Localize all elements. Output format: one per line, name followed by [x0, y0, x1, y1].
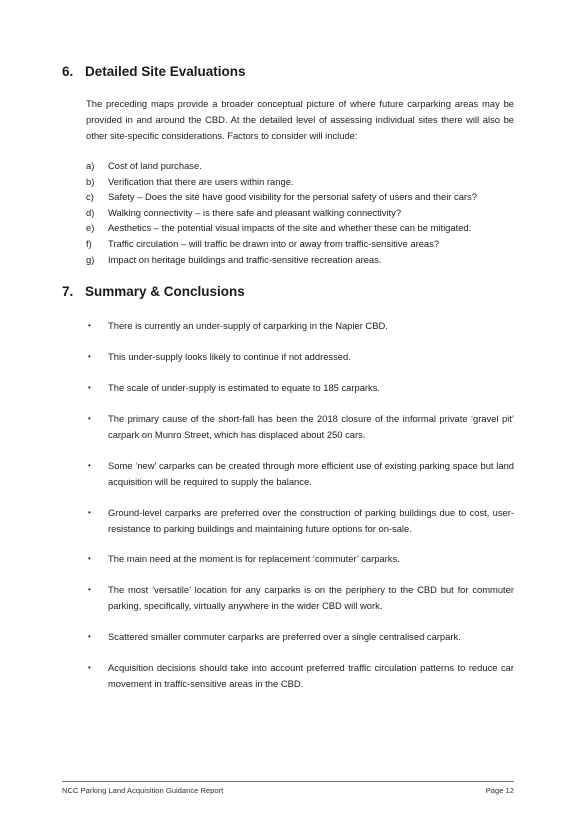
factor-text: Safety – Does the site have good visibility for the personal safety of users and their cars?: [108, 191, 477, 203]
factor-marker: e): [86, 222, 95, 234]
conclusion-text: The main need at the moment is for replacement ‘commuter’ carparks.: [108, 553, 400, 564]
conclusion-item: [88, 458, 514, 490]
factor-item: [86, 252, 526, 268]
factor-text: Walking connectivity – is there safe and pleasant walking connectivity?: [108, 206, 402, 218]
bullet-marker: •: [88, 461, 91, 470]
factor-text: Verification that there are users within range.: [108, 175, 294, 187]
footer-page-number: Page 12: [485, 786, 514, 795]
conclusion-text: This under-supply looks likely to continue if not addressed.: [108, 351, 351, 362]
conclusion-item: [88, 582, 514, 614]
conclusion-item: [88, 629, 514, 645]
factor-item: [86, 158, 526, 174]
footer-report-title: NCC Parking Land Acquisition Guidance Report: [62, 786, 224, 795]
bullet-marker: •: [88, 321, 91, 330]
bullet-marker: •: [88, 508, 91, 517]
conclusion-text: The most ‘versatile’ location for any carparks is on the periphery to the CBD but for commuter parking, specifically, virtually anywhere in the wider CBD will work.: [108, 584, 514, 612]
conclusion-item: [88, 380, 514, 396]
conclusion-text: Ground-level carparks are preferred over the construction of parking buildings due to cost, user-resistance to parking buildings and maintaining future options for on-sale.: [108, 507, 514, 535]
conclusion-item: [88, 411, 514, 443]
section-6-title: Detailed Site Evaluations: [85, 64, 246, 79]
section-6-number: 6.: [62, 64, 74, 79]
bullet-marker: •: [88, 383, 91, 392]
factor-marker: d): [86, 206, 95, 218]
bullet-marker: •: [88, 352, 91, 361]
section-7-number: 7.: [62, 284, 74, 299]
conclusion-text: There is currently an under-supply of carparking in the Napier CBD.: [108, 320, 388, 331]
section-7-title: Summary & Conclusions: [85, 284, 245, 299]
section-6-intro: The preceding maps provide a broader conceptual picture of where future carparking areas may be provided in and around the CBD. At the detailed level of assessing individual sites there will also be other site-specific considerations. Factors to consider will include:: [86, 98, 514, 142]
factor-marker: c): [86, 191, 94, 203]
conclusion-item: [88, 505, 514, 537]
conclusion-item: [88, 551, 514, 567]
factor-marker: b): [86, 175, 95, 187]
conclusion-item: [88, 660, 514, 692]
factor-marker: g): [86, 253, 95, 265]
factor-text: Aesthetics – the potential visual impacts of the site and whether these can be mitigated.: [108, 222, 472, 234]
factors-list: [86, 158, 526, 267]
factor-text: Impact on heritage buildings and traffic-sensitive recreation areas.: [108, 253, 382, 265]
conclusion-text: The scale of under-supply is estimated to equate to 185 carparks.: [108, 382, 381, 393]
factor-marker: f): [86, 237, 92, 249]
factor-text: Cost of land purchase.: [108, 160, 202, 171]
factor-item: [86, 205, 526, 221]
factor-item: [86, 174, 526, 190]
section-7-heading: [62, 284, 245, 299]
conclusion-item: [88, 318, 514, 334]
conclusion-text: The primary cause of the short-fall has been the 2018 closure of the informal private ‘gravel pit’ carpark on Munro Street, which has displaced about 250 cars.: [108, 413, 514, 441]
factor-item: [86, 220, 526, 236]
section-6-heading: [62, 64, 246, 79]
factor-marker: a): [86, 160, 95, 171]
conclusion-text: Scattered smaller commuter carparks are preferred over a single centralised carpark.: [108, 631, 461, 642]
bullet-marker: •: [88, 554, 91, 563]
factor-item: [86, 189, 526, 205]
bullet-marker: •: [88, 585, 91, 594]
factor-item: [86, 236, 526, 252]
conclusion-item: [88, 349, 514, 365]
footer-divider: [62, 781, 514, 782]
conclusion-text: Some ‘new’ carparks can be created through more efficient use of existing parking space but land acquisition will be required to supply the balance.: [108, 460, 514, 488]
conclusion-text: Acquisition decisions should take into account preferred traffic circulation patterns to reduce car movement in traffic-sensitive areas in the CBD.: [108, 662, 514, 690]
factor-text: Traffic circulation – will traffic be drawn into or away from traffic-sensitive areas?: [108, 237, 440, 249]
bullet-marker: •: [88, 663, 91, 672]
bullet-marker: •: [88, 414, 91, 423]
bullet-marker: •: [88, 632, 91, 641]
